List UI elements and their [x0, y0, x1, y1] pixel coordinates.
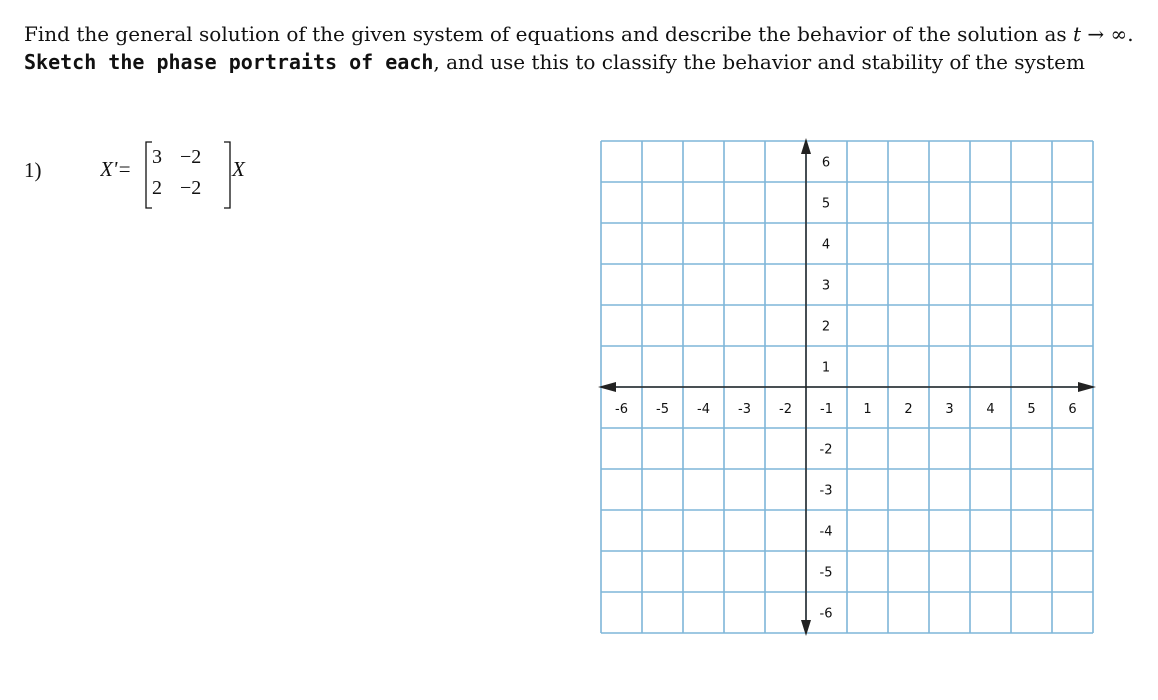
matrix-equation [100, 136, 280, 216]
matrix-cell-11: 3 [152, 146, 162, 168]
instructions-text [24, 20, 1134, 76]
y-tick-label: 2 [821, 319, 831, 335]
phase-portrait-grid[interactable] [596, 136, 1098, 638]
y-tick-label: -3 [819, 483, 833, 499]
instructions-bold: Sketch the phase portraits of each [24, 50, 434, 74]
x-tick-label: 6 [1068, 402, 1077, 417]
arrow-infinity: → ∞. [1081, 22, 1134, 46]
problem-number: 1) [24, 158, 42, 182]
x-tick-label: -2 [779, 402, 792, 417]
x-tick-label: 1 [863, 402, 872, 417]
x-tick-label: -1 [820, 402, 833, 417]
x-tick-label: 4 [986, 402, 995, 417]
x-tick-label: 3 [945, 402, 954, 417]
instructions-part1: Find the general solution of the given system of equations and describe the behavior of the solution as [24, 22, 1074, 46]
y-tick-label: 5 [821, 196, 831, 212]
x-tick-label: -5 [656, 402, 669, 417]
matrix-cell-21: 2 [152, 177, 162, 199]
y-tick-label: -5 [819, 565, 833, 581]
x-tick-label: 2 [904, 402, 913, 417]
matrix-cell-12: −2 [180, 146, 202, 168]
x-tick-label: -6 [615, 402, 628, 417]
t-variable: t [1073, 22, 1082, 46]
y-tick-label: -6 [819, 606, 833, 622]
x-tick-label: -3 [738, 402, 751, 417]
equation-lhs: X'= [100, 157, 132, 181]
x-tick-label: -4 [697, 402, 710, 417]
matrix-cell-22: −2 [180, 177, 202, 199]
y-tick-label: -2 [819, 442, 833, 458]
equation-rhs: X [232, 157, 245, 181]
instructions-part2: , and use this to classify the behavior and stability of the system [433, 50, 1085, 74]
right-bracket [224, 142, 230, 208]
y-tick-label: 6 [821, 155, 831, 171]
y-tick-label: 3 [821, 278, 831, 294]
y-tick-label: 1 [821, 360, 831, 376]
y-tick-label: 4 [821, 237, 831, 253]
y-tick-label: -4 [819, 524, 833, 540]
x-tick-label: 5 [1027, 402, 1036, 417]
coordinate-grid[interactable] [596, 136, 1098, 638]
